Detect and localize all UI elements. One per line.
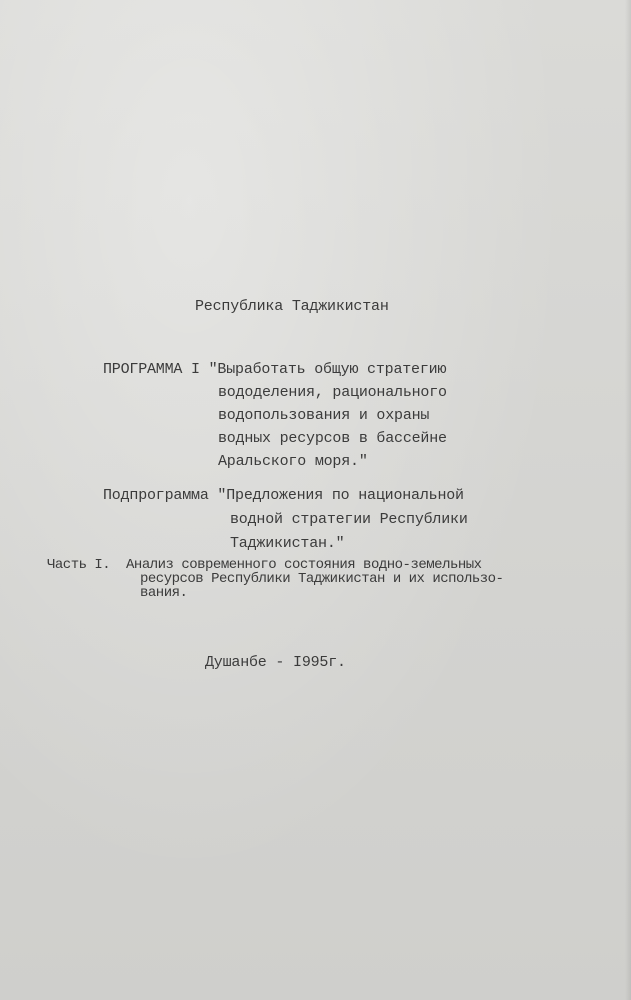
document-title: Республика Таджикистан [195, 298, 389, 315]
place-date: Душанбе - I995г. [205, 654, 346, 671]
subprogram-line: Таджикистан." [230, 535, 345, 552]
subprogram-line: водной стратегии Республики [230, 511, 468, 528]
part-line: ресурсов Республики Таджикистан и их использо- [140, 571, 504, 587]
part-line: Часть I. Анализ современного состояния водно-земельных [47, 557, 482, 573]
program-line: ПРОГРАММА I "Выработать общую стратегию [103, 361, 447, 378]
page-edge-shadow [625, 0, 631, 1000]
subprogram-line: Подпрограмма "Предложения по национальной [103, 487, 464, 504]
program-line: Аральского моря." [218, 453, 368, 470]
program-line: водных ресурсов в бассейне [218, 430, 447, 447]
part-line: вания. [140, 585, 188, 601]
program-line: водопользования и охраны [218, 407, 430, 424]
program-line: вододеления, рационального [218, 384, 447, 401]
